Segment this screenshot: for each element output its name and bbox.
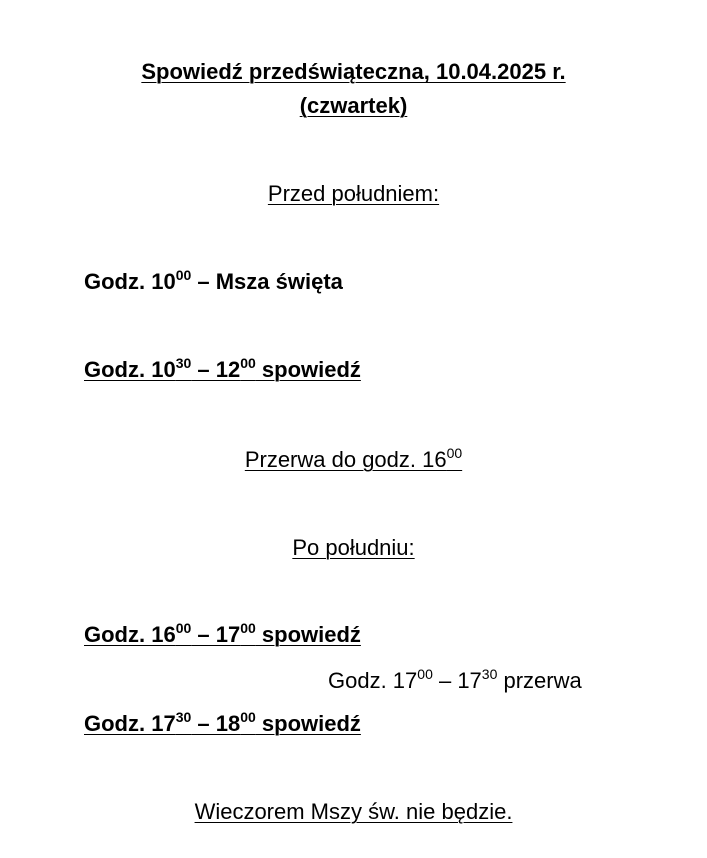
break-line: Przerwa do godz. $16^{00}$ — [244, 445, 463, 472]
afternoon-heading: Po południu: — [292, 535, 415, 560]
afternoon-confession-line-1: Godz. $16^{00} - 17^{00}$ spowiedź — [84, 620, 361, 647]
morning-confession-line: Godz. $10^{30} - 12^{00}$ spowiedź — [84, 355, 361, 382]
title-line-1: Spowiedź przedświąteczna, 10.04.2025 r. — [141, 59, 566, 84]
afternoon-confession-line-2: Godz. $17^{30} - 18^{00}$ spowiedź — [84, 709, 361, 736]
mass-time-line: Godz. $10^{00}$ – Msza święta — [84, 267, 343, 294]
pause-line: Godz. $17^{00} - 17^{30}$ przerwa — [328, 666, 582, 693]
title-line-2: (czwartek) — [299, 93, 408, 118]
morning-heading: Przed południem: — [267, 181, 440, 206]
footer-note: Wieczorem Mszy św. nie będzie. — [194, 799, 513, 824]
